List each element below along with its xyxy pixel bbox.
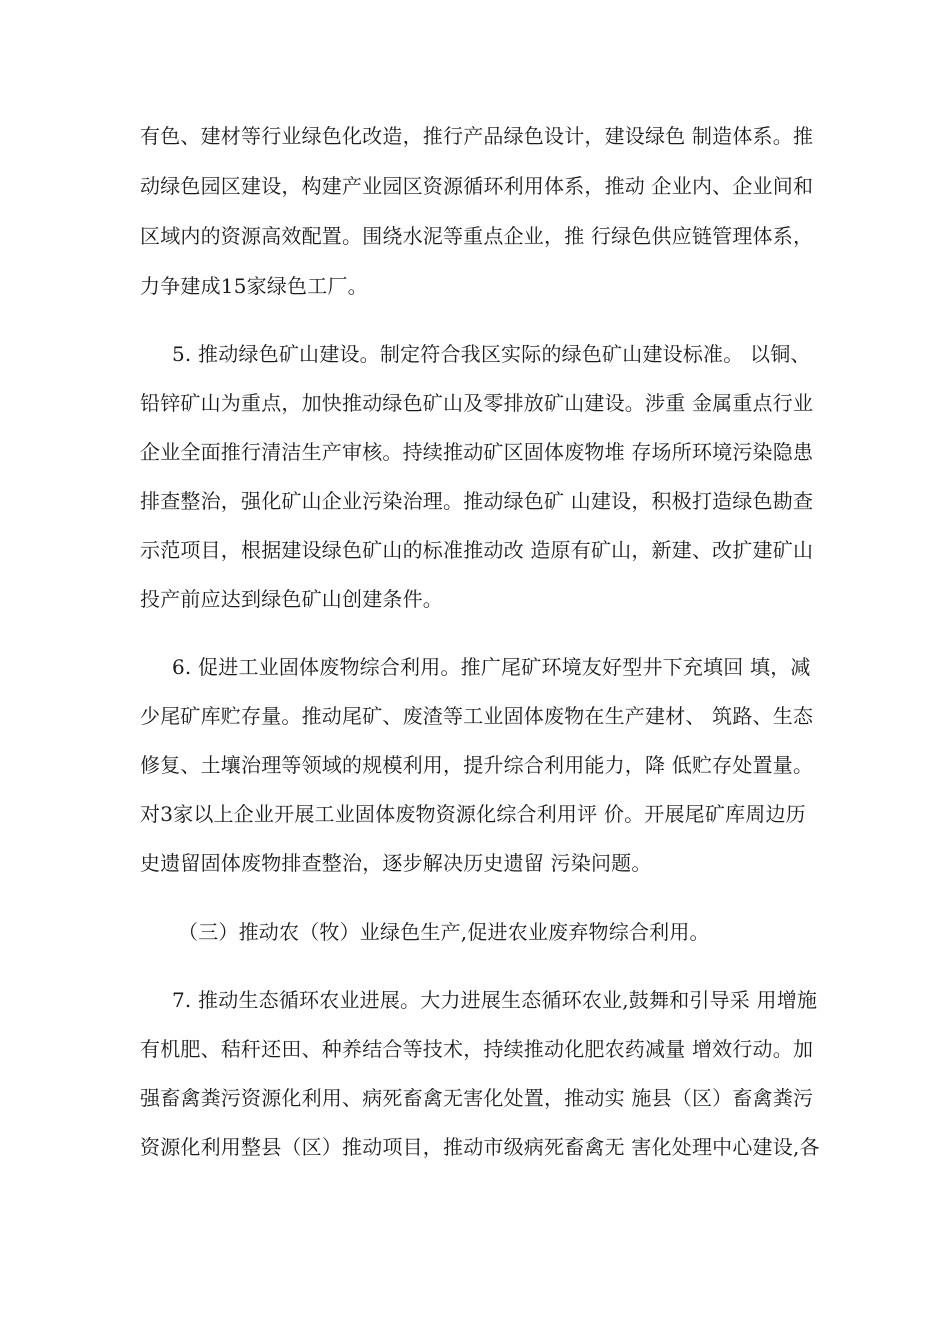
paragraph-5-line-1: 7. 推动生态循环农业进展。大力进展生态循环农业,鼓舞和引导采 用增施 — [172, 988, 818, 1012]
paragraph-3-line-3: 修复、土壤治理等领域的规模利用，提升综合利用能力，降 低贮存处置量。 — [140, 753, 814, 777]
paragraph-2-line-6: 投产前应达到绿色矿山创建条件。 — [140, 587, 443, 611]
paragraph-1-line-4: 力争建成15家绿色工厂。 — [140, 274, 368, 298]
paragraph-3-line-2: 少尾矿库贮存量。推动尾矿、废渣等工业固体废物在生产建材、 筑路、生态 — [140, 704, 814, 728]
paragraph-2-line-4: 排查整治，强化矿山企业污染治理。推动绿色矿 山建设，积极打造绿色勘查 — [140, 489, 814, 513]
paragraph-3-line-5: 史遗留固体废物排查整治，逐步解决历史遗留 污染问题。 — [140, 851, 652, 875]
paragraph-2-line-3: 企业全面推行清洁生产审核。持续推动矿区固体废物堆 存场所环境污染隐患 — [140, 440, 814, 464]
paragraph-5-line-4: 资源化利用整县（区）推动项目，推动市级病死畜禽无 害化处理中心建设,各 — [140, 1135, 820, 1159]
paragraph-5-line-3: 强畜禽粪污资源化利用、病死畜禽无害化处置，推动实 施县（区）畜禽粪污 — [140, 1086, 814, 1110]
paragraph-1-line-2: 动绿色园区建设，构建产业园区资源循环利用体系，推动 企业内、企业间和 — [140, 174, 814, 198]
section-heading: （三）推动农（牧）业绿色生产,促进农业废弃物综合利用。 — [178, 920, 710, 944]
paragraph-1-line-1: 有色、建材等行业绿色化改造，推行产品绿色设计，建设绿色 制造体系。推 — [140, 124, 814, 148]
paragraph-2-line-5: 示范项目，根据建设绿色矿山的标准推动改 造原有矿山，新建、改扩建矿山 — [140, 538, 814, 562]
paragraph-2-line-2: 铅锌矿山为重点，加快推动绿色矿山及零排放矿山建设。涉重 金属重点行业 — [140, 391, 814, 415]
paragraph-1-line-3: 区域内的资源高效配置。围绕水泥等重点企业，推 行绿色供应链管理体系， — [140, 224, 814, 248]
paragraph-3-line-4: 对3家以上企业开展工业固体废物资源化综合利用评 价。开展尾矿库周边历 — [140, 802, 806, 826]
paragraph-3-line-1: 6. 促进工业固体废物综合利用。推广尾矿环境友好型井下充填回 填，减 — [172, 655, 811, 679]
paragraph-5-line-2: 有机肥、秸秆还田、种养结合等技术，持续推动化肥农药减量 增效行动。加 — [140, 1037, 814, 1061]
paragraph-2-line-1: 5. 推动绿色矿山建设。制定符合我区实际的绿色矿山建设标准。 以铜、 — [172, 342, 811, 366]
